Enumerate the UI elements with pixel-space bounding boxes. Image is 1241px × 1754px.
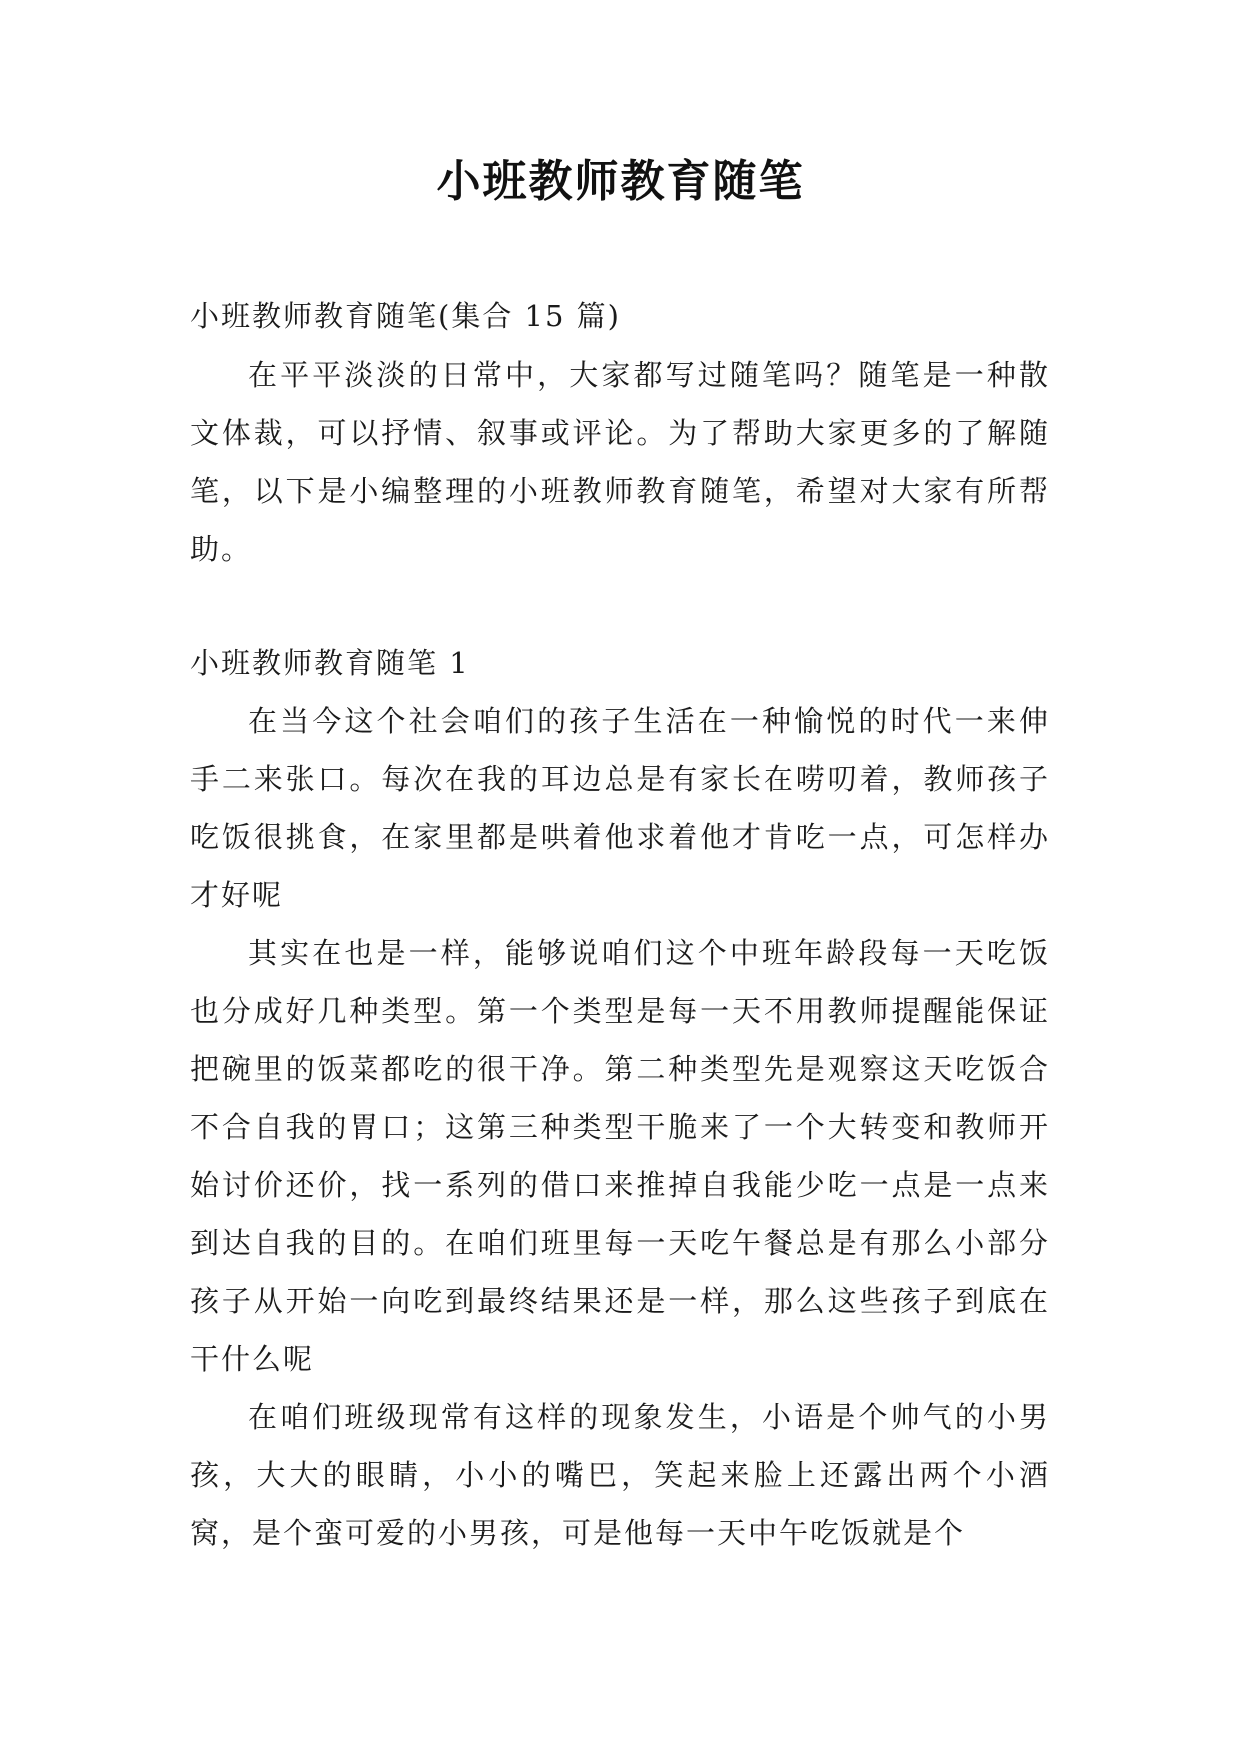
intro-block <box>190 346 1050 578</box>
section-1 <box>190 634 1050 1562</box>
document-subtitle: 小班教师教育随笔(集合 15 篇) <box>190 299 621 333</box>
intro-paragraph: 在平平淡淡的日常中，大家都写过随笔吗？随笔是一种散文体裁，可以抒情、叙事或评论。为了帮助大家更多的了解随笔，以下是小编整理的小班教师教育随笔，希望对大家有所帮助。 <box>190 358 1050 566</box>
body-paragraph: 其实在也是一样，能够说咱们这个中班年龄段每一天吃饭也分成好几种类型。第一个类型是每一天不用教师提醒能保证把碗里的饭菜都吃的很干净。第二种类型先是观察这天吃饭合不合自我的胃口；这第三种类型干脆来了一个大转变和教师开始讨价还价，找一系列的借口来推掉自我能少吃一点是一点来到达自我的目的。在咱们班里每一天吃午餐总是有那么小部分孩子从开始一向吃到最终结果还是一样，那么这些孩子到底在干什么呢 <box>190 936 1050 1376</box>
document-title: 小班教师教育随笔 <box>436 156 805 207</box>
section-heading: 小班教师教育随笔 1 <box>190 646 470 680</box>
body-paragraph: 在当今这个社会咱们的孩子生活在一种愉悦的时代一来伸手二来张口。每次在我的耳边总是有家长在唠叨着，教师孩子吃饭很挑食，在家里都是哄着他求着他才肯吃一点，可怎样办才好呢 <box>190 704 1050 912</box>
body-paragraph: 在咱们班级现常有这样的现象发生，小语是个帅气的小男孩，大大的眼睛，小小的嘴巴，笑起来脸上还露出两个小酒窝，是个蛮可爱的小男孩，可是他每一天中午吃饭就是个 <box>190 1400 1050 1550</box>
